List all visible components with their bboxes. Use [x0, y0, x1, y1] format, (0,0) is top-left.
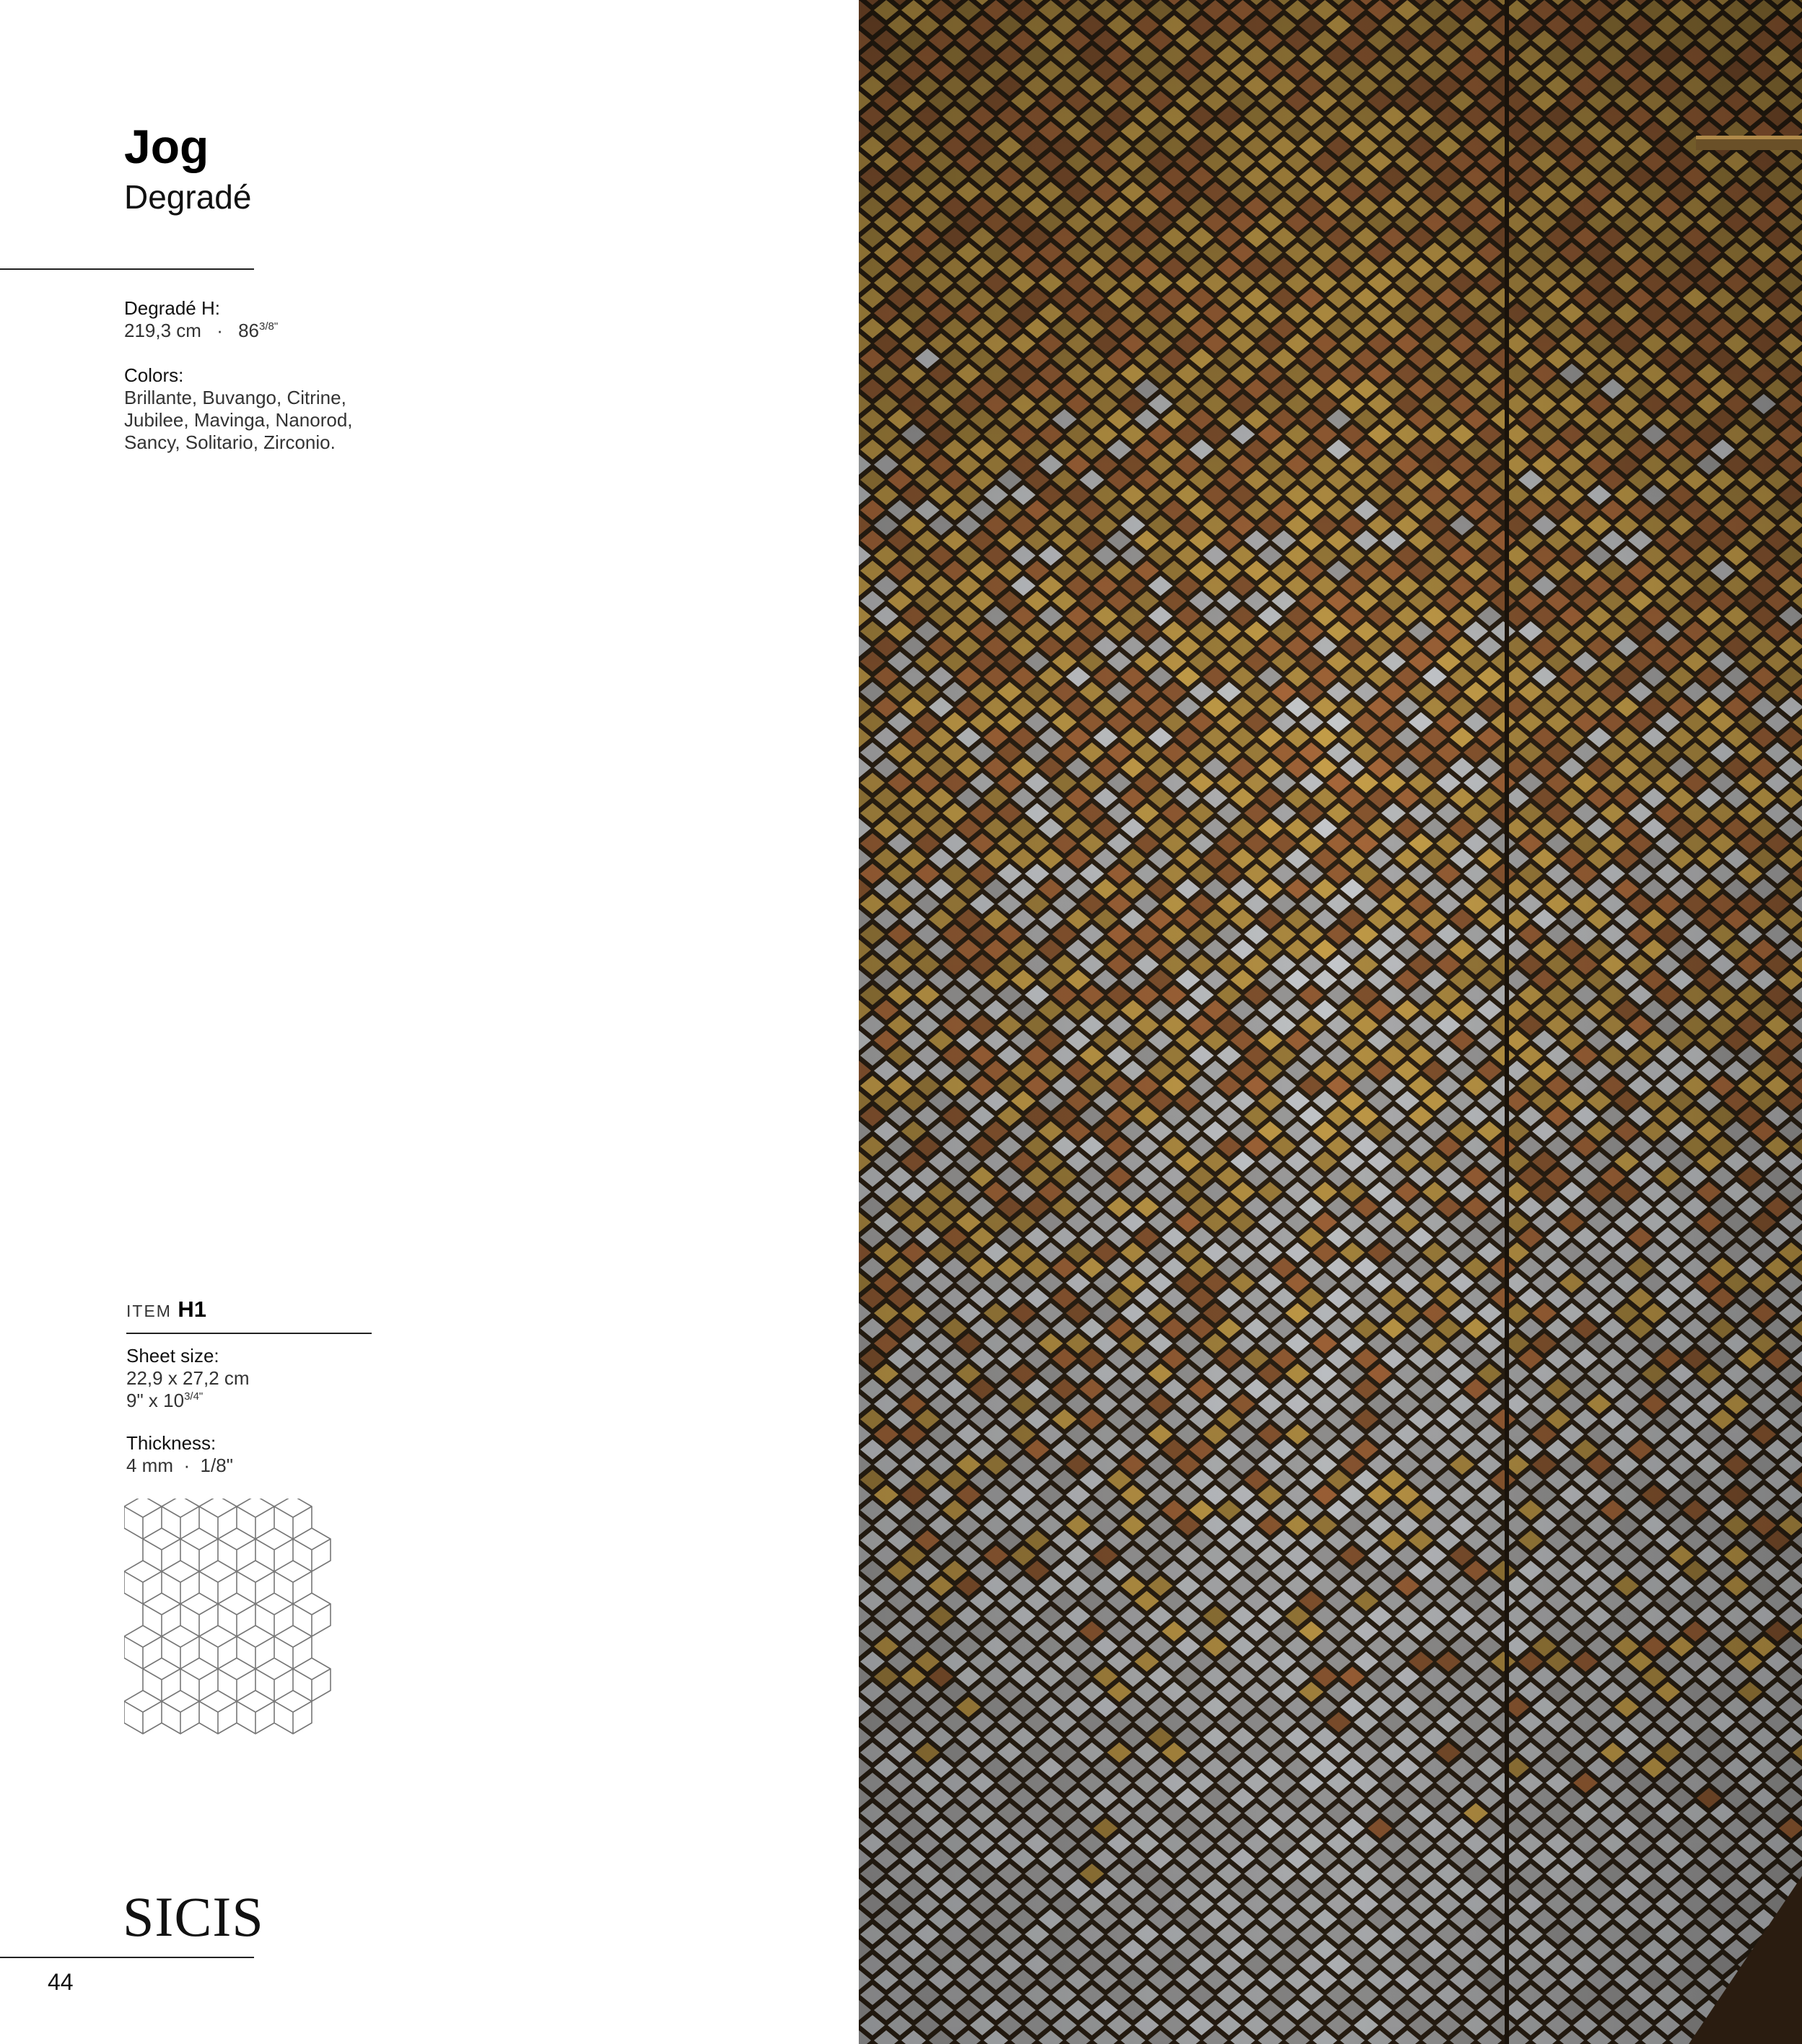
sheet-size-inches-whole: 9" x 10 — [126, 1390, 185, 1411]
sheet-size-inches — [126, 1390, 250, 1412]
colors-line-1: Brillante, Buvango, Citrine, — [124, 387, 346, 408]
sheet-size-block — [126, 1345, 250, 1412]
page-number: 44 — [48, 1969, 74, 1995]
colors-line-3: Sancy, Solitario, Zirconio. — [124, 431, 336, 453]
item-code: H1 — [178, 1297, 206, 1322]
mosaic-wall-photo — [859, 0, 1802, 2044]
thickness-label: Thickness: — [126, 1432, 216, 1454]
tile-pattern-diagram — [124, 1499, 335, 1747]
divider-top — [0, 268, 254, 270]
sheet-size-cm: 22,9 x 27,2 cm — [126, 1367, 250, 1389]
tile-pattern-lines — [124, 1499, 331, 1734]
item-prefix: ITEM — [126, 1302, 172, 1320]
colors-label: Colors: — [124, 364, 184, 386]
sicis-logo: SICIS — [123, 1885, 264, 1948]
degrade-height-label: Degradé H: — [124, 297, 220, 319]
divider-bottom — [0, 1957, 254, 1958]
colors-block — [124, 364, 353, 454]
thickness-block — [126, 1432, 233, 1477]
degrade-height-inches: 86 — [238, 320, 260, 341]
degrade-height-cm: 219,3 cm — [124, 320, 201, 341]
sheet-size-fraction: 3/4" — [184, 1390, 204, 1403]
degrade-height-value — [124, 320, 278, 342]
mosaic-wall-photo-icon — [859, 0, 1802, 2044]
sheet-size-label: Sheet size: — [126, 1345, 219, 1367]
page-subtitle: Degradé — [124, 178, 252, 216]
page-title: Jog — [124, 120, 209, 173]
separator-dot: · — [216, 320, 223, 341]
degrade-height-fraction: 3/8" — [259, 320, 279, 333]
degrade-height-block — [124, 297, 278, 342]
colors-line-2: Jubilee, Mavinga, Nanorod, — [124, 409, 353, 431]
divider-item — [126, 1333, 372, 1334]
item-heading — [126, 1297, 206, 1323]
thickness-value: 4 mm · 1/8" — [126, 1455, 233, 1476]
